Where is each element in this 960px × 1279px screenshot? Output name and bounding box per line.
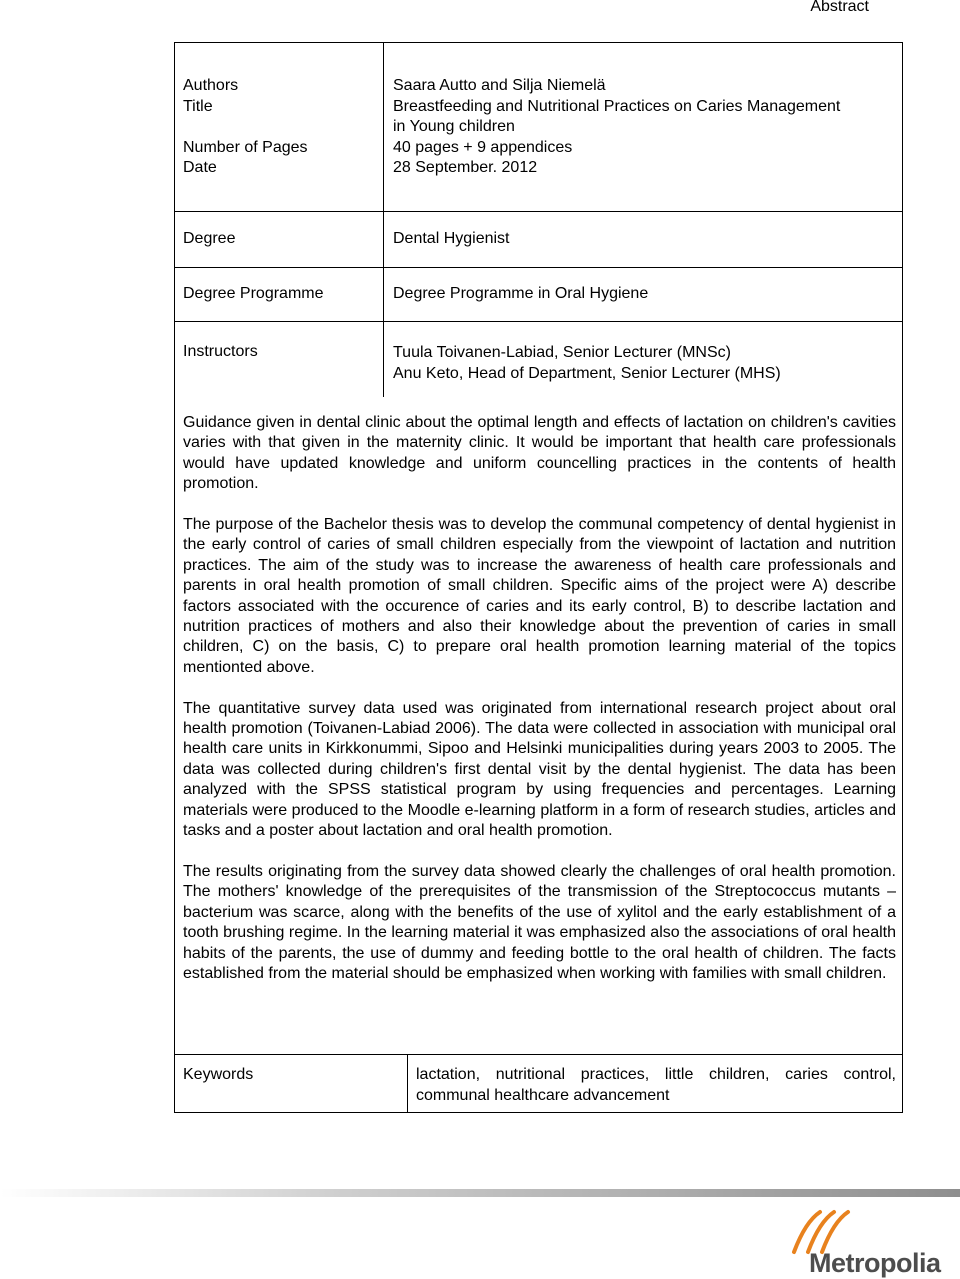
authors-label: Authors	[183, 77, 239, 94]
programme-label: Degree Programme	[183, 285, 324, 302]
instructors-values	[393, 343, 898, 384]
abstract-form	[174, 42, 903, 1113]
pages-label: Number of Pages	[183, 138, 308, 156]
programme-value: Degree Programme in Oral Hygiene	[393, 285, 649, 302]
instructor-1: Tuula Toivanen-Labiad, Senior Lecturer (MNSc)	[393, 344, 731, 361]
title-value-line2: in Young children	[393, 118, 515, 135]
pages-value: 40 pages + 9 appendices	[393, 138, 573, 156]
title-label: Title	[183, 97, 213, 115]
keywords-value: lactation, nutritional practices, little children, caries control, communal healthcare advancement	[416, 1066, 896, 1104]
divider	[175, 1054, 902, 1055]
keywords-label: Keywords	[183, 1066, 254, 1083]
date-label: Date	[183, 159, 217, 176]
footer-gradient-bar	[0, 1189, 960, 1197]
degree-label: Degree	[183, 230, 236, 247]
abstract-body	[183, 413, 896, 1005]
date-value: 28 September. 2012	[393, 159, 538, 176]
divider	[175, 267, 902, 268]
instructors-label: Instructors	[183, 343, 258, 360]
divider	[175, 321, 902, 322]
divider	[175, 211, 902, 212]
column-divider	[383, 43, 384, 397]
keywords-column-divider	[407, 1054, 408, 1112]
title-label-spacer	[183, 117, 378, 138]
abstract-paragraph-3: The quantitative survey data used was originated from international research project about oral health promotion (Toivanen-Labiad 2006). The data were collected in association with municipal oral health care units in Kirkkonummi, Sipoo and Helsinki municipalities during years 2003 to 2005. The data was collected during children's first dental visit by the dental hygienist. The data has been analyzed with the SPSS statistical program by using frequencies and percentages. Learning materials were produced to the Moodle e-learning platform in a form of research studies, articles and tasks and a poster about lactation and oral health promotion.	[183, 699, 896, 840]
degree-value: Dental Hygienist	[393, 230, 510, 247]
abstract-paragraph-4: The results originating from the survey data showed clearly the challenges of oral health promotion. The mothers' knowledge of the prerequisites of the transmission of the Streptococcus mutants –bacterium was scarce, along with the benefits of the use of xylitol and the early establishment of a tooth brushing regime. In the learning material it was emphasized also the associations of oral health habits of the parents, the use of dummy and feeding bottle to the oral health of children. The facts established from the material should be emphasized when working with families with small children.	[183, 862, 896, 982]
title-value-line1: Breastfeeding and Nutritional Practices on Caries Management	[393, 97, 841, 115]
abstract-paragraph-2: The purpose of the Bachelor thesis was to develop the communal competency of dental hygienist in the early control of caries of small children especially from the viewpoint of lactation and nutrition practices. The aim of the study was to increase the awareness of health care professionals and parents in oral health promotion of small children. Specific aims of the project were A) describe factors associated with the occurence of caries and its early control, B) to describe lactation and nutrition practices of mothers and also their knowledge about the prevention of caries in small children, C) on the basis, C) to prepare oral health promotion learning material of the topics mentionted above.	[183, 516, 896, 676]
info-labels	[183, 76, 378, 179]
info-values	[393, 76, 898, 179]
authors-value: Saara Autto and Silja Niemelä	[393, 77, 606, 94]
logo-wordmark: Metropolia	[809, 1248, 941, 1278]
page-label: Abstract	[810, 0, 869, 15]
abstract-paragraph-1: Guidance given in dental clinic about the optimal length and effects of lactation on children's cavities varies with that given in the maternity clinic. It would be important that health care professionals would have updated knowledge and uniform councelling practices in the contents of health promotion.	[183, 414, 896, 493]
instructor-2: Anu Keto, Head of Department, Senior Lecturer (MHS)	[393, 364, 781, 382]
